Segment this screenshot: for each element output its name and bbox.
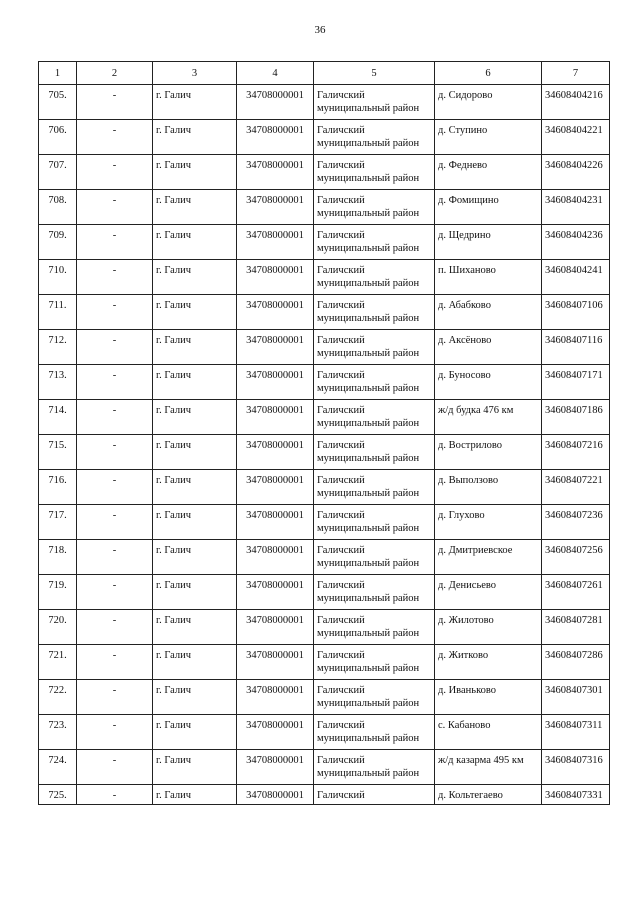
table-row bbox=[39, 295, 610, 330]
table-row bbox=[39, 505, 610, 540]
dash-cell: - bbox=[77, 680, 153, 715]
page-number: 36 bbox=[314, 24, 326, 36]
city-code-cell: 34708000001 bbox=[237, 400, 314, 435]
table-row bbox=[39, 680, 610, 715]
column-header-5: 5 bbox=[314, 62, 435, 85]
okato-code-cell: 34608404241 bbox=[542, 260, 610, 295]
city-code-cell: 34708000001 bbox=[237, 680, 314, 715]
okato-code-cell: 34608407216 bbox=[542, 435, 610, 470]
city-code-cell: 34708000001 bbox=[237, 715, 314, 750]
settlement-name-cell: д. Денисьево bbox=[435, 575, 542, 610]
table-row bbox=[39, 330, 610, 365]
row-number-cell: 722. bbox=[39, 680, 77, 715]
header-row bbox=[39, 62, 610, 85]
row-number-cell: 718. bbox=[39, 540, 77, 575]
row-number-cell: 715. bbox=[39, 435, 77, 470]
district-cell: Галичский муниципальный район bbox=[314, 575, 435, 610]
row-number-cell: 719. bbox=[39, 575, 77, 610]
city-cell: г. Галич bbox=[153, 645, 237, 680]
settlement-name-cell: д. Кольтегаево bbox=[435, 785, 542, 805]
table-row bbox=[39, 575, 610, 610]
city-cell: г. Галич bbox=[153, 190, 237, 225]
okato-code-cell: 34608404231 bbox=[542, 190, 610, 225]
city-code-cell: 34708000001 bbox=[237, 260, 314, 295]
column-header-1: 1 bbox=[39, 62, 77, 85]
city-code-cell: 34708000001 bbox=[237, 750, 314, 785]
okato-code-cell: 34608407281 bbox=[542, 610, 610, 645]
city-code-cell: 34708000001 bbox=[237, 610, 314, 645]
city-cell: г. Галич bbox=[153, 155, 237, 190]
row-number-cell: 709. bbox=[39, 225, 77, 260]
city-cell: г. Галич bbox=[153, 435, 237, 470]
district-cell: Галичский муниципальный район bbox=[314, 260, 435, 295]
city-cell: г. Галич bbox=[153, 750, 237, 785]
settlement-name-cell: д. Жилотово bbox=[435, 610, 542, 645]
row-number-cell: 712. bbox=[39, 330, 77, 365]
settlement-name-cell: д. Аксёново bbox=[435, 330, 542, 365]
column-header-2: 2 bbox=[77, 62, 153, 85]
city-cell: г. Галич bbox=[153, 120, 237, 155]
table-row bbox=[39, 540, 610, 575]
city-code-cell: 34708000001 bbox=[237, 225, 314, 260]
district-cell: Галичский муниципальный район bbox=[314, 715, 435, 750]
dash-cell: - bbox=[77, 260, 153, 295]
column-header-6: 6 bbox=[435, 62, 542, 85]
city-code-cell: 34708000001 bbox=[237, 190, 314, 225]
city-cell: г. Галич bbox=[153, 400, 237, 435]
city-cell: г. Галич bbox=[153, 505, 237, 540]
okato-code-cell: 34608407256 bbox=[542, 540, 610, 575]
table-row bbox=[39, 470, 610, 505]
table-row bbox=[39, 645, 610, 680]
settlement-name-cell: д. Вострилово bbox=[435, 435, 542, 470]
city-code-cell: 34708000001 bbox=[237, 540, 314, 575]
row-number-cell: 717. bbox=[39, 505, 77, 540]
okato-code-cell: 34608407221 bbox=[542, 470, 610, 505]
settlement-name-cell: ж/д казарма 495 км bbox=[435, 750, 542, 785]
table-row bbox=[39, 120, 610, 155]
table-row bbox=[39, 190, 610, 225]
settlement-name-cell: п. Шиханово bbox=[435, 260, 542, 295]
dash-cell: - bbox=[77, 470, 153, 505]
settlement-name-cell: д. Сидорово bbox=[435, 85, 542, 120]
settlement-name-cell: д. Абабково bbox=[435, 295, 542, 330]
district-cell: Галичский муниципальный район bbox=[314, 155, 435, 190]
dash-cell: - bbox=[77, 85, 153, 120]
settlement-name-cell: д. Феднево bbox=[435, 155, 542, 190]
table-row bbox=[39, 260, 610, 295]
row-number-cell: 713. bbox=[39, 365, 77, 400]
table-row bbox=[39, 225, 610, 260]
city-cell: г. Галич bbox=[153, 540, 237, 575]
row-number-cell: 705. bbox=[39, 85, 77, 120]
city-cell: г. Галич bbox=[153, 330, 237, 365]
dash-cell: - bbox=[77, 645, 153, 680]
row-number-cell: 721. bbox=[39, 645, 77, 680]
dash-cell: - bbox=[77, 155, 153, 190]
okato-code-cell: 34608407171 bbox=[542, 365, 610, 400]
dash-cell: - bbox=[77, 225, 153, 260]
district-cell: Галичский муниципальный район bbox=[314, 645, 435, 680]
okato-code-cell: 34608404216 bbox=[542, 85, 610, 120]
dash-cell: - bbox=[77, 540, 153, 575]
settlement-name-cell: д. Буносово bbox=[435, 365, 542, 400]
district-cell: Галичский муниципальный район bbox=[314, 400, 435, 435]
okato-code-cell: 34608407261 bbox=[542, 575, 610, 610]
city-cell: г. Галич bbox=[153, 680, 237, 715]
dash-cell: - bbox=[77, 715, 153, 750]
settlement-name-cell: д. Глухово bbox=[435, 505, 542, 540]
row-number-cell: 714. bbox=[39, 400, 77, 435]
row-number-cell: 711. bbox=[39, 295, 77, 330]
city-code-cell: 34708000001 bbox=[237, 505, 314, 540]
settlement-name-cell: д. Иваньково bbox=[435, 680, 542, 715]
dash-cell: - bbox=[77, 365, 153, 400]
dash-cell: - bbox=[77, 190, 153, 225]
table-row bbox=[39, 750, 610, 785]
table-row bbox=[39, 85, 610, 120]
dash-cell: - bbox=[77, 750, 153, 785]
city-cell: г. Галич bbox=[153, 470, 237, 505]
row-number-cell: 708. bbox=[39, 190, 77, 225]
okato-code-cell: 34608407311 bbox=[542, 715, 610, 750]
table-row bbox=[39, 365, 610, 400]
okato-code-cell: 34608407236 bbox=[542, 505, 610, 540]
dash-cell: - bbox=[77, 120, 153, 155]
city-code-cell: 34708000001 bbox=[237, 785, 314, 805]
row-number-cell: 724. bbox=[39, 750, 77, 785]
table-row bbox=[39, 610, 610, 645]
row-number-cell: 710. bbox=[39, 260, 77, 295]
city-cell: г. Галич bbox=[153, 785, 237, 805]
column-header-3: 3 bbox=[153, 62, 237, 85]
settlement-name-cell: д. Ступино bbox=[435, 120, 542, 155]
settlement-name-cell: д. Фомищино bbox=[435, 190, 542, 225]
dash-cell: - bbox=[77, 505, 153, 540]
column-header-4: 4 bbox=[237, 62, 314, 85]
row-number-cell: 707. bbox=[39, 155, 77, 190]
city-code-cell: 34708000001 bbox=[237, 155, 314, 190]
row-number-cell: 720. bbox=[39, 610, 77, 645]
city-code-cell: 34708000001 bbox=[237, 645, 314, 680]
district-cell: Галичский муниципальный район bbox=[314, 225, 435, 260]
city-cell: г. Галич bbox=[153, 85, 237, 120]
dash-cell: - bbox=[77, 330, 153, 365]
table-row bbox=[39, 155, 610, 190]
table-row bbox=[39, 715, 610, 750]
city-code-cell: 34708000001 bbox=[237, 85, 314, 120]
city-cell: г. Галич bbox=[153, 260, 237, 295]
city-code-cell: 34708000001 bbox=[237, 365, 314, 400]
city-cell: г. Галич bbox=[153, 295, 237, 330]
dash-cell: - bbox=[77, 435, 153, 470]
dash-cell: - bbox=[77, 295, 153, 330]
city-code-cell: 34708000001 bbox=[237, 330, 314, 365]
district-cell: Галичский муниципальный район bbox=[314, 120, 435, 155]
city-code-cell: 34708000001 bbox=[237, 575, 314, 610]
okato-code-cell: 34608404221 bbox=[542, 120, 610, 155]
settlement-name-cell: с. Кабаново bbox=[435, 715, 542, 750]
district-cell: Галичский муниципальный район bbox=[314, 505, 435, 540]
district-cell: Галичский муниципальный район bbox=[314, 295, 435, 330]
district-cell: Галичский муниципальный район bbox=[314, 190, 435, 225]
table-row bbox=[39, 435, 610, 470]
city-cell: г. Галич bbox=[153, 715, 237, 750]
okato-code-cell: 34608407116 bbox=[542, 330, 610, 365]
district-cell: Галичский муниципальный район bbox=[314, 85, 435, 120]
settlement-name-cell: д. Выползово bbox=[435, 470, 542, 505]
city-code-cell: 34708000001 bbox=[237, 470, 314, 505]
dash-cell: - bbox=[77, 610, 153, 645]
okato-code-cell: 34608404226 bbox=[542, 155, 610, 190]
row-number-cell: 723. bbox=[39, 715, 77, 750]
district-cell: Галичский bbox=[314, 785, 435, 805]
district-cell: Галичский муниципальный район bbox=[314, 330, 435, 365]
table-body bbox=[39, 85, 610, 805]
city-cell: г. Галич bbox=[153, 365, 237, 400]
okato-code-cell: 34608407186 bbox=[542, 400, 610, 435]
dash-cell: - bbox=[77, 575, 153, 610]
column-header-7: 7 bbox=[542, 62, 610, 85]
district-cell: Галичский муниципальный район bbox=[314, 680, 435, 715]
district-cell: Галичский муниципальный район bbox=[314, 540, 435, 575]
table-row bbox=[39, 785, 610, 805]
city-cell: г. Галич bbox=[153, 575, 237, 610]
settlement-name-cell: д. Житково bbox=[435, 645, 542, 680]
district-cell: Галичский муниципальный район bbox=[314, 750, 435, 785]
city-code-cell: 34708000001 bbox=[237, 435, 314, 470]
district-cell: Галичский муниципальный район bbox=[314, 610, 435, 645]
settlement-name-cell: ж/д будка 476 км bbox=[435, 400, 542, 435]
okato-code-cell: 34608407106 bbox=[542, 295, 610, 330]
row-number-cell: 716. bbox=[39, 470, 77, 505]
okato-code-cell: 34608404236 bbox=[542, 225, 610, 260]
district-cell: Галичский муниципальный район bbox=[314, 435, 435, 470]
okato-code-cell: 34608407331 bbox=[542, 785, 610, 805]
table-row bbox=[39, 400, 610, 435]
okato-code-cell: 34608407301 bbox=[542, 680, 610, 715]
district-cell: Галичский муниципальный район bbox=[314, 470, 435, 505]
dash-cell: - bbox=[77, 785, 153, 805]
okato-code-cell: 34608407316 bbox=[542, 750, 610, 785]
row-number-cell: 706. bbox=[39, 120, 77, 155]
row-number-cell: 725. bbox=[39, 785, 77, 805]
settlement-name-cell: д. Щедрино bbox=[435, 225, 542, 260]
city-cell: г. Галич bbox=[153, 225, 237, 260]
settlement-registry-table bbox=[38, 61, 610, 805]
dash-cell: - bbox=[77, 400, 153, 435]
city-code-cell: 34708000001 bbox=[237, 120, 314, 155]
city-code-cell: 34708000001 bbox=[237, 295, 314, 330]
district-cell: Галичский муниципальный район bbox=[314, 365, 435, 400]
city-cell: г. Галич bbox=[153, 610, 237, 645]
okato-code-cell: 34608407286 bbox=[542, 645, 610, 680]
settlement-name-cell: д. Дмитриевское bbox=[435, 540, 542, 575]
